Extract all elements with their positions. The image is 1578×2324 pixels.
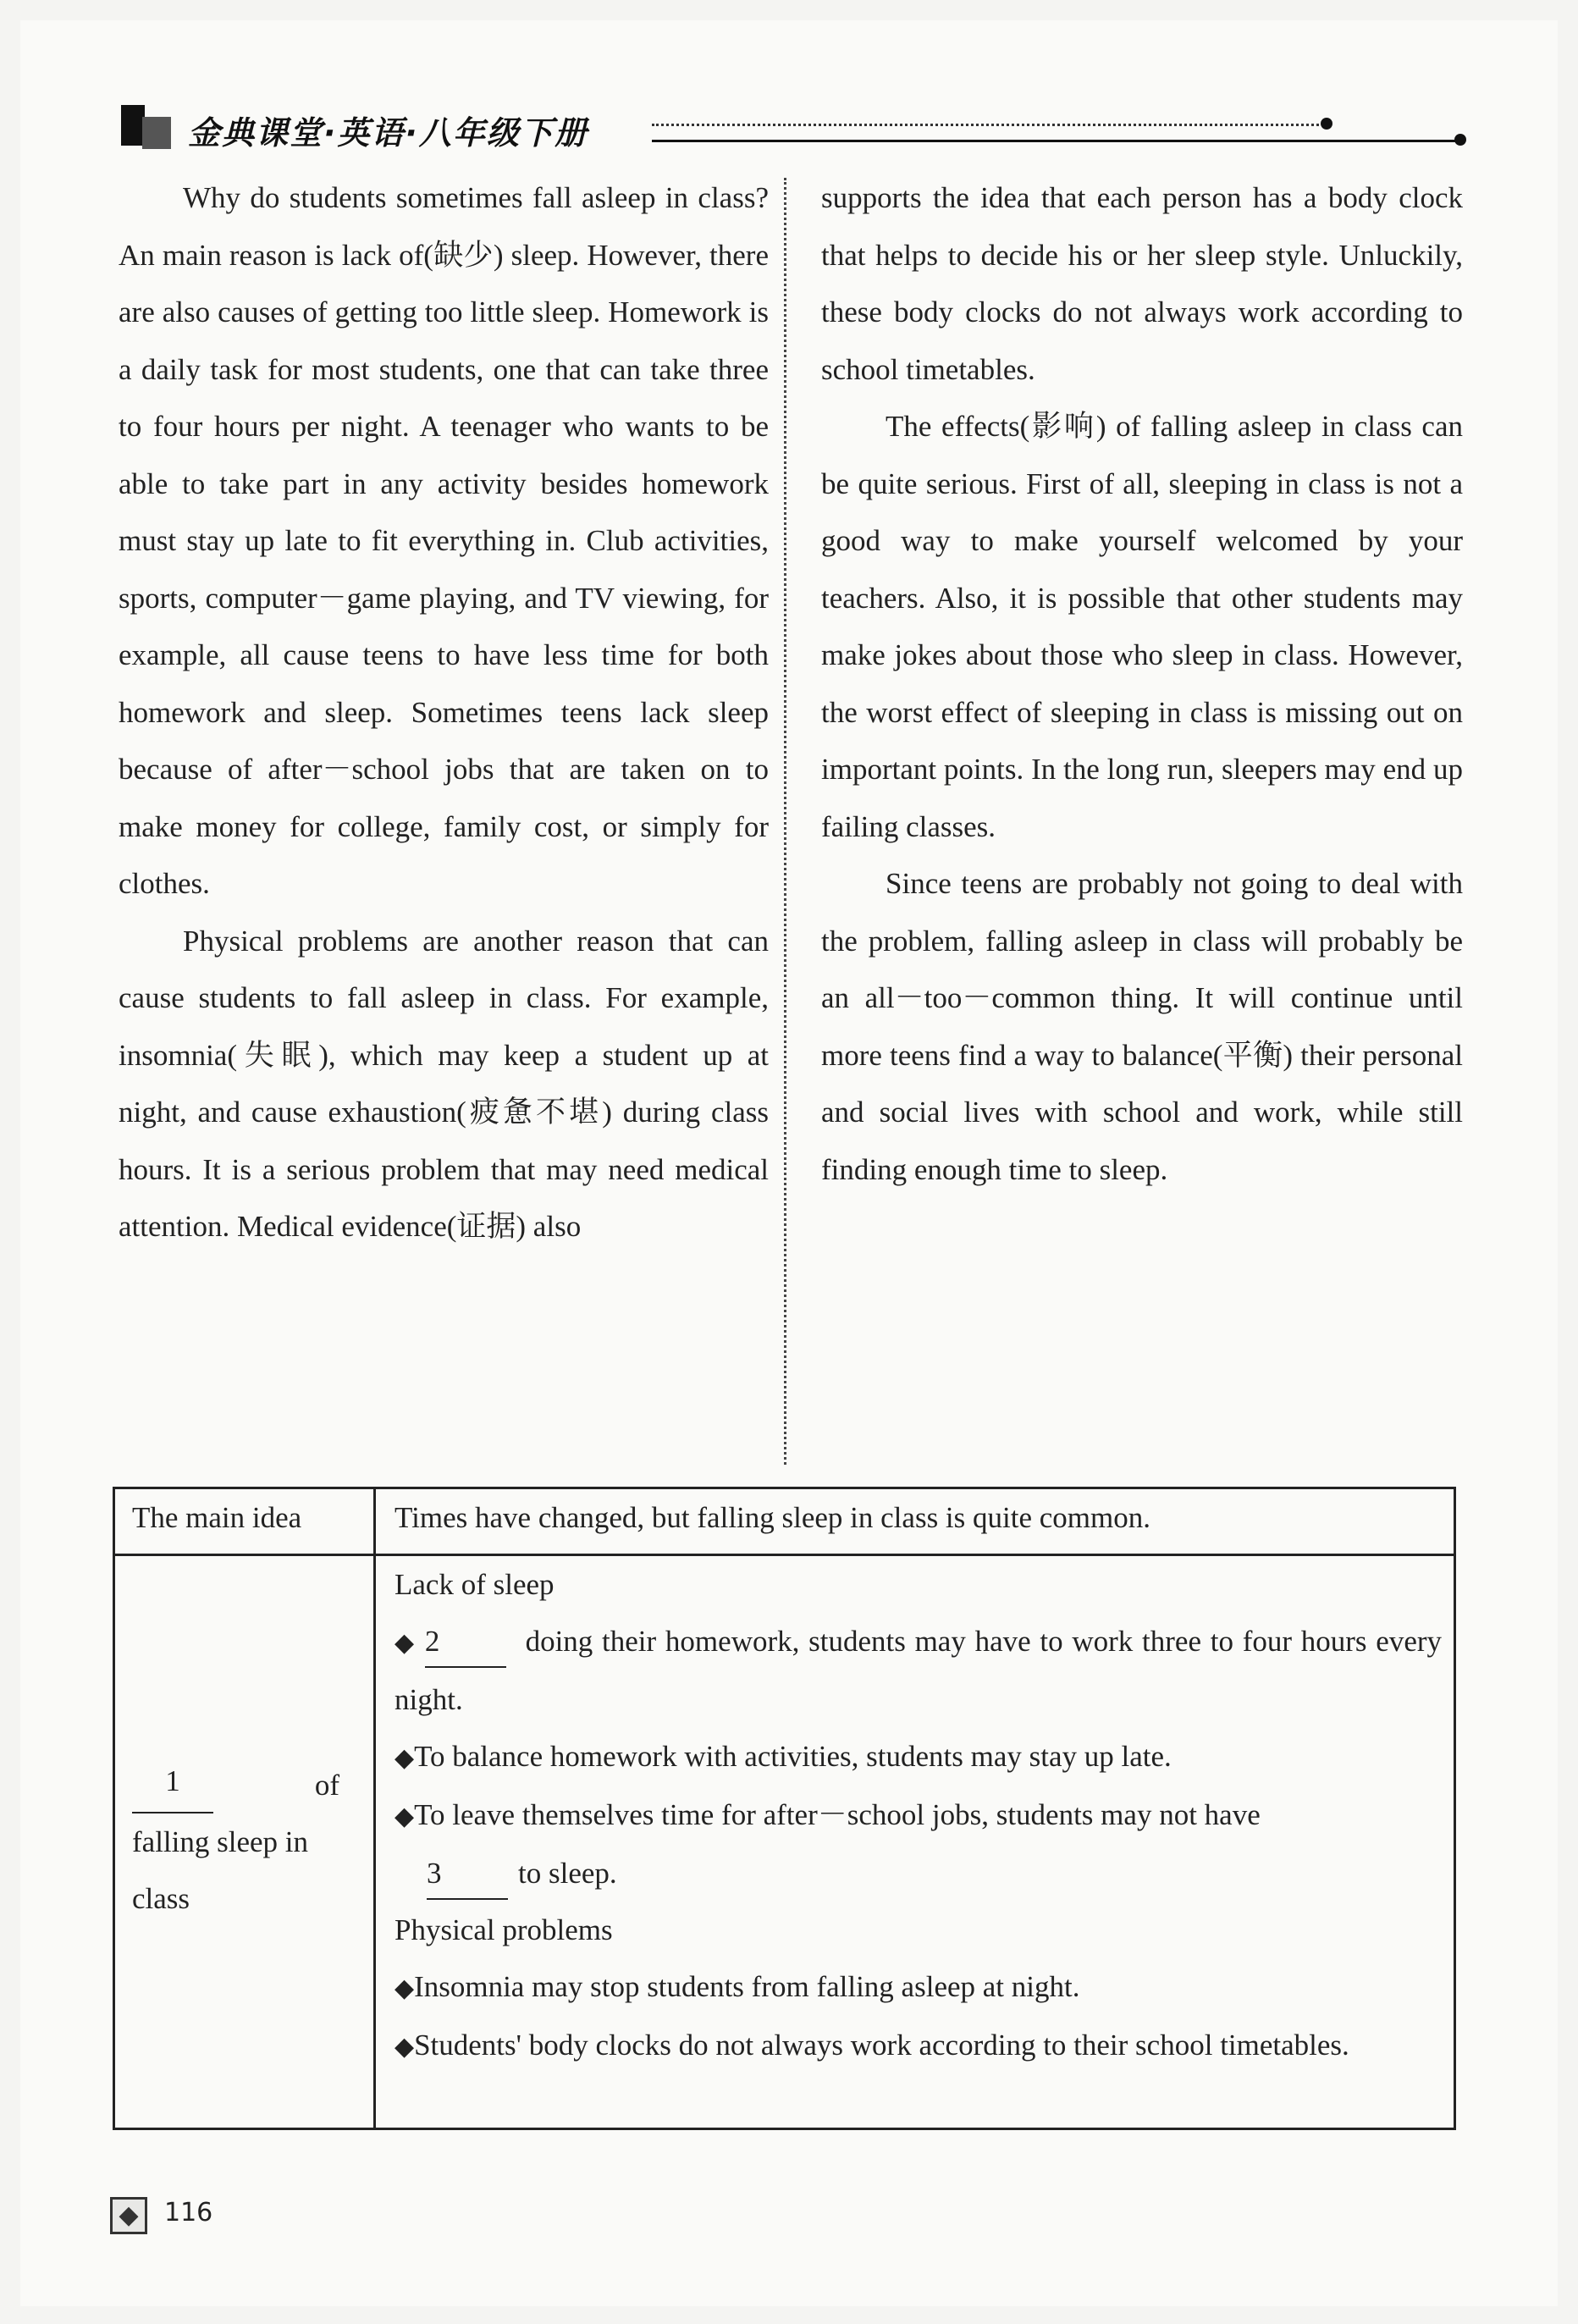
blank-3[interactable]: 3 (427, 1849, 508, 1900)
main-idea-label: The main idea (114, 1488, 375, 1555)
item-text: to sleep. (518, 1857, 617, 1890)
diamond-bullet-icon: ◆ (394, 1973, 415, 2003)
page-number: 116 (164, 2198, 213, 2227)
header-logo-shadow (142, 117, 171, 149)
column-divider (784, 178, 786, 1465)
header-rule (652, 140, 1461, 142)
header-logo-block (121, 105, 145, 146)
diamond-icon: ◆ (110, 2197, 147, 2234)
category-of: of (314, 1769, 339, 1802)
diamond-bullet-icon: ◆ (394, 1802, 415, 1831)
paragraph: Why do students sometimes fall asleep in class? An main reason is lack of(缺少) sleep. However, there are also causes of getting too little sleep. Homework is a daily task for most students, one that can take three to four hours per night. A teenager who wants to be able to take part in any activity besides homework must stay up late to fit everything in. Club activities, sports, computer－game playing, and TV viewing, for example, all cause teens to have less time for both homework and sleep. Sometimes teens lack sleep because of after－school jobs that are taken on to make money for college, family cost, or simply for clothes. (119, 181, 769, 900)
blank-1[interactable]: 1 (132, 1757, 213, 1813)
right-column (821, 169, 1463, 1198)
diamond-bullet-icon: ◆ (394, 1628, 417, 1658)
list-item (394, 1613, 1442, 1728)
header-dotted-rule (652, 124, 1329, 126)
paragraph: Physical problems are another reason that can cause students to fall asleep in class. For example, insomnia(失眠), which may keep a student up at night, and cause exhaustion(疲惫不堪) during class hours. It is a serious problem that may need medical attention. Medical evidence(证据) also (119, 924, 769, 1243)
paragraph: Since teens are probably not going to deal with the problem, falling asleep in class will probably be an all－too－common thing. It will continue until more teens find a way to balance(平衡) their personal and social lives with school and work, while still finding enough time to sleep. (821, 867, 1463, 1186)
paragraph: The effects(影响) of falling asleep in class can be quite serious. First of all, sleeping in class is not a good way to make yourself welcomed by your teachers. Also, it is possible that other students may make jokes about those who sleep in class. However, the worst effect of sleeping in class is missing out on important points. In the long run, sleepers may end up failing classes. (821, 410, 1463, 843)
category-cell (114, 1555, 375, 2129)
item-text: Students' body clocks do not always work according to their school timetables. (414, 2029, 1349, 2062)
list-item (394, 1786, 1442, 1902)
list-item (394, 1958, 1442, 2017)
blank-2[interactable]: 2 (425, 1617, 506, 1668)
heading-physical-problems: Physical problems (394, 1913, 613, 1946)
left-column (119, 169, 769, 1256)
item-text: Insomnia may stop students from falling asleep at night. (414, 1970, 1080, 2003)
list-item (394, 2017, 1442, 2075)
details-cell (375, 1555, 1455, 2129)
summary-table (113, 1487, 1456, 2130)
heading-lack-of-sleep: Lack of sleep (394, 1568, 555, 1601)
item-continuation (394, 1845, 1442, 1902)
item-text: doing their homework, students may have to work three to four hours every night. (394, 1625, 1443, 1716)
header-dot-end (1454, 134, 1466, 146)
diamond-bullet-icon: ◆ (394, 1743, 415, 1773)
header-title: 金典课堂·英语·八年级下册 (188, 114, 588, 152)
category-label: falling sleep in class (132, 1825, 309, 1915)
header-dot (1321, 118, 1332, 130)
table-row (114, 1555, 1455, 2129)
table-row (114, 1488, 1455, 1555)
main-idea-content: Times have changed, but falling sleep in class is quite common. (375, 1488, 1455, 1555)
item-text: To leave themselves time for after－school jobs, students may not have (414, 1798, 1261, 1831)
list-item (394, 1728, 1442, 1786)
paragraph: supports the idea that each person has a body clock that helps to decide his or her sleep style. Unluckily, these body clocks do not always work according to school timetables. (821, 181, 1463, 386)
item-text: To balance homework with activities, students may stay up late. (414, 1740, 1172, 1773)
diamond-bullet-icon: ◆ (394, 2032, 415, 2062)
